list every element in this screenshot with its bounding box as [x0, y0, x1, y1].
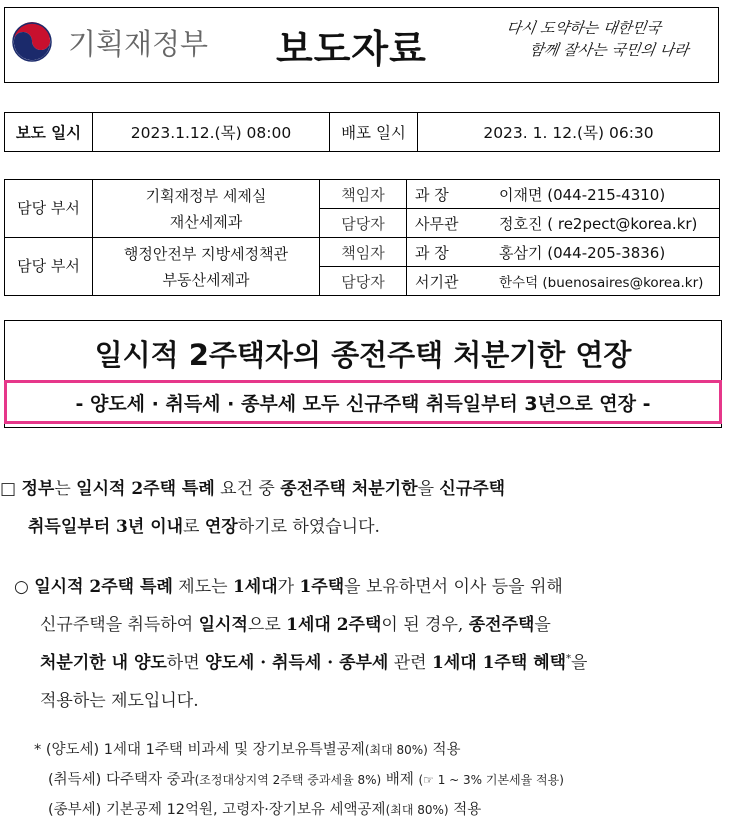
government-emblem-icon [10, 20, 54, 64]
text: 하기로 하였습니다. [237, 517, 380, 537]
contact-role: 담당자 [320, 209, 407, 238]
contact-person [407, 267, 720, 296]
dept-label-2: 담당 부서 [5, 238, 93, 296]
text: (조정대상지역 2주택 중과세율 8%) [194, 773, 382, 787]
contact-person [407, 238, 720, 267]
text: 는 [54, 479, 77, 499]
paragraph-1-line-2 [28, 512, 380, 537]
contact-rank: 과 장 [415, 243, 449, 262]
contact-role: 책임자 [320, 180, 407, 209]
paragraph-2-line-1 [14, 572, 563, 597]
subheadline: - 양도세 · 취득세 · 종부세 모두 신규주택 취득일부터 3년으로 연장 - [75, 393, 651, 415]
text: 1세대 2주택 [286, 615, 382, 635]
document-type-title: 보도자료 [276, 27, 427, 71]
footnote-1 [34, 738, 460, 759]
footnote-3 [48, 798, 481, 819]
release-info-table [4, 112, 720, 152]
org1-line-2: 재산세제과 [169, 212, 243, 231]
org1-line-1: 기획재정부 세제실 [145, 186, 267, 205]
text: 하면 [166, 653, 206, 673]
footnote-mark: * [566, 653, 572, 665]
slogan-line-2: 함께 잘사는 국민의 나라 [528, 41, 690, 59]
text: 종전주택 [468, 615, 535, 635]
contact-person [407, 209, 720, 238]
contact-name: 한수덕 (buenosaires@korea.kr) [499, 274, 704, 291]
text: 이 된 경우, [381, 615, 469, 635]
contact-role: 책임자 [320, 238, 407, 267]
text: 양도세 · 취득세 · 종부세 [205, 653, 389, 673]
text: 일시적 [198, 615, 248, 635]
ministry-name: 기획재정부 [68, 27, 209, 61]
distribute-time-value: 2023. 1. 12.(목) 06:30 [418, 113, 720, 152]
text: 요건 중 [214, 479, 281, 499]
text: 을 [534, 615, 551, 635]
text: 일시적 2주택 특례 [34, 577, 173, 597]
headline-title: 일시적 2주택자의 종전주택 처분기한 연장 [94, 338, 632, 372]
slogan-line-1: 다시 도약하는 대한민국 [505, 19, 663, 37]
contact-rank: 과 장 [415, 185, 449, 204]
contact-rank: 사무관 [415, 214, 459, 233]
text: 정부 [21, 479, 55, 499]
text: 제도는 [172, 577, 233, 597]
contact-rank: 서기관 [415, 272, 459, 291]
text: 로 [183, 517, 205, 537]
dept-org-2 [93, 238, 320, 296]
text: (양도세) 1세대 1주택 비과세 및 장기보유특별공제 [45, 742, 365, 758]
square-bullet: □ [0, 479, 17, 499]
text: 1세대 1주택 혜택 [432, 653, 567, 673]
distribute-time-label: 배포 일시 [330, 113, 418, 152]
text: 가 [277, 577, 300, 597]
text: 을 [417, 479, 440, 499]
text: 을 [571, 653, 588, 673]
footnote-2 [48, 768, 564, 789]
contact-name: 홍삼기 (044-205-3836) [499, 243, 666, 262]
contact-name: 이재면 (044-215-4310) [499, 185, 666, 204]
text: 취득일부터 3년 이내 [28, 517, 184, 537]
org2-line-1: 행정안전부 지방세정책관 [123, 244, 289, 263]
text: 종전주택 처분기한 [280, 479, 418, 499]
dept-label-1: 담당 부서 [5, 180, 93, 238]
text: (취득세) 다주택자 중과 [48, 772, 195, 788]
text: 1세대 [232, 577, 278, 597]
text: 신규주택 [439, 479, 506, 499]
contact-person [407, 180, 720, 209]
dept-org-1 [93, 180, 320, 238]
text: (종부세) 기본공제 12억원, 고령자·장기보유 세액공제 [48, 802, 386, 818]
text: 관련 [388, 653, 433, 673]
org2-line-2: 부동산세제과 [162, 270, 250, 289]
paragraph-2-line-3 [40, 648, 587, 673]
text: 처분기한 내 양도 [40, 653, 167, 673]
paragraph-1-line-1 [0, 474, 505, 499]
footnote-star: * [34, 742, 42, 758]
text: 으로 [247, 615, 287, 635]
text: 연장 [204, 517, 238, 537]
text: (☞ 1 ~ 3% 기본세율 적용) [418, 773, 564, 787]
report-time-label: 보도 일시 [5, 113, 93, 152]
text: (최대 80%) [385, 803, 449, 817]
text: 신규주택을 취득하여 [40, 615, 199, 635]
text: 을 보유하면서 이사 등을 위해 [344, 577, 563, 597]
text: 1주택 [299, 577, 345, 597]
contact-table [4, 179, 720, 296]
text: 적용 [427, 742, 461, 758]
circle-bullet: ○ [14, 577, 29, 597]
contact-role: 담당자 [320, 267, 407, 296]
paragraph-2-line-4: 적용하는 제도입니다. [40, 691, 199, 711]
text: (최대 80%) [364, 743, 428, 757]
text: 일시적 2주택 특례 [76, 479, 215, 499]
text: 적용 [448, 802, 482, 818]
report-time-value: 2023.1.12.(목) 08:00 [93, 113, 330, 152]
slogan [502, 17, 718, 61]
text: 배제 [381, 772, 419, 788]
paragraph-2-line-2 [40, 610, 551, 635]
contact-name: 정호진 ( re2pect@korea.kr) [499, 214, 698, 233]
